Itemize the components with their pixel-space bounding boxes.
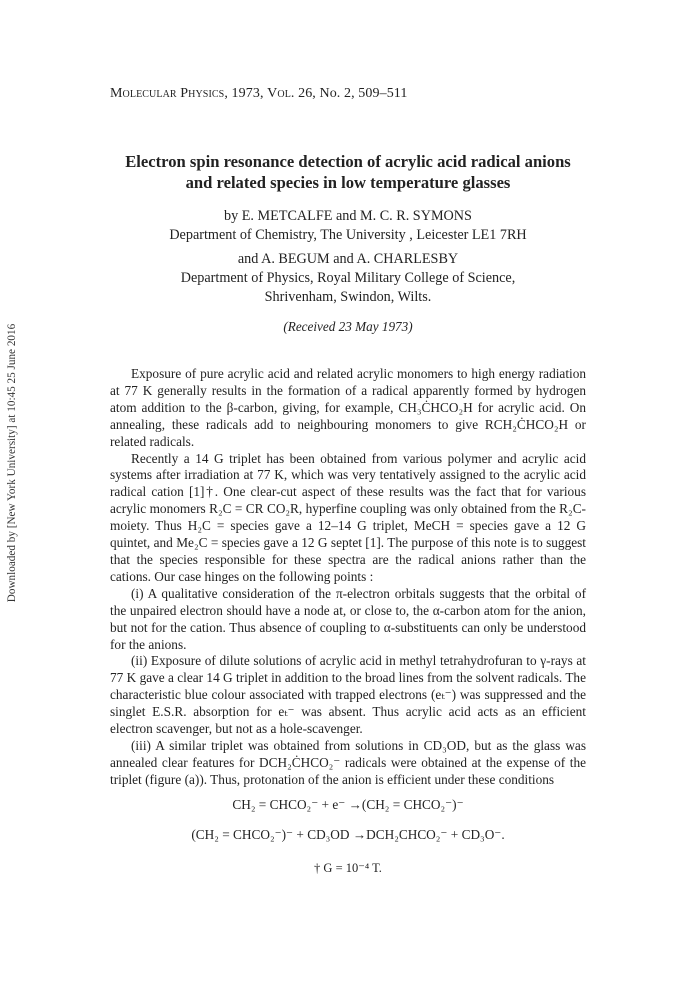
paragraph: (iii) A similar triplet was obtained from solutions in CD₃OD, but as the glass was annealed clear features for DCH₂ĊHCO₂⁻ radicals were obtained at the expense of the triplet (figure (a)). Thus, protonation of the anion is efficient under these conditions: [110, 737, 586, 787]
affiliation-2: Department of Physics, Royal Military College of Science, Shrivenham, Swindon, Wilts.: [180, 270, 516, 305]
journal-issue: 26, No. 2, 509–511: [294, 86, 408, 101]
equation: CH₂ = CHCO₂⁻ + e⁻ →(CH₂ = CHCO₂⁻)⁻: [232, 796, 464, 812]
paper-title: Electron spin resonance detection of acrylic acid radical anions and related species in low temperature glasses: [125, 152, 571, 192]
journal-year: , 1973,: [224, 86, 268, 101]
paragraph: Recently a 14 G triplet has been obtained from various polymer and acrylic acid systems after irradiation at 77 K, which was very tentatively assigned to the acrylic acid radical cation [1]†. One clear-cut aspect of these results was the fact that for various acrylic monomers R₂C = CR CO₂R, hyperfine coupling was only obtained from the R₂C-moiety. Thus H₂C = species gave a 12–14 G triplet, MeCH = species gave a 12 G quintet, and Me₂C = species gave a 12 G septet [1]. The purpose of this note is to suggest that the species responsible for these spectra are the radical anions rather than the cations. Our case hinges on the following points :: [110, 450, 586, 584]
footnote: † G = 10⁻⁴ T.: [314, 861, 382, 876]
affiliation-1: Department of Chemistry, The University , Leicester LE1 7RH: [169, 227, 527, 243]
journal-vol-label: Vol.: [267, 86, 295, 101]
author-line-1: by E. METCALFE and M. C. R. SYMONS: [224, 208, 472, 224]
author-block: [110, 207, 586, 307]
download-watermark: Downloaded by [New York University] at 10:45 25 June 2016: [6, 323, 18, 603]
received-date: (Received 23 May 1973): [283, 319, 413, 334]
body-text: [110, 366, 586, 877]
paragraph: (i) A qualitative consideration of the π-electron orbitals suggests that the orbital of the unpaired electron should have a node at, or close to, the α-carbon atom for the anion, but not for the cation. Thus absence of coupling to α-substituents can only be understood for the anions.: [110, 585, 586, 652]
paragraph: (ii) Exposure of dilute solutions of acrylic acid in methyl tetrahydrofuran to γ-rays at 77 K gave a clear 14 G triplet in addition to the broad lines from the solvent radicals. The characteristic blue colour associated with trapped electrons (eₜ⁻) was suppressed and the singlet E.S.R. absorption for eₜ⁻ was absent. Thus acrylic acid acts as an efficient electron scavenger, but not as a hole-scavenger.: [110, 653, 586, 737]
author-line-2: and A. BEGUM and A. CHARLESBY: [237, 251, 459, 267]
paragraph: Exposure of pure acrylic acid and related acrylic monomers to high energy radiation at 77 K generally results in the formation of a radical apparently formed by hydrogen atom addition to the β-carbon, giving, for example, CH₃ĊHCO₂H for acrylic acid. On annealing, these radicals add to neighbouring monomers to give RCH₂ĊHCO₂H or related radicals.: [110, 366, 586, 449]
journal-header: [110, 86, 408, 102]
equation: (CH₂ = CHCO₂⁻)⁻ + CD₃OD →DCH₂CHCO₂⁻ + CD₃O⁻.: [191, 826, 505, 842]
journal-name: Molecular Physics: [110, 86, 225, 101]
